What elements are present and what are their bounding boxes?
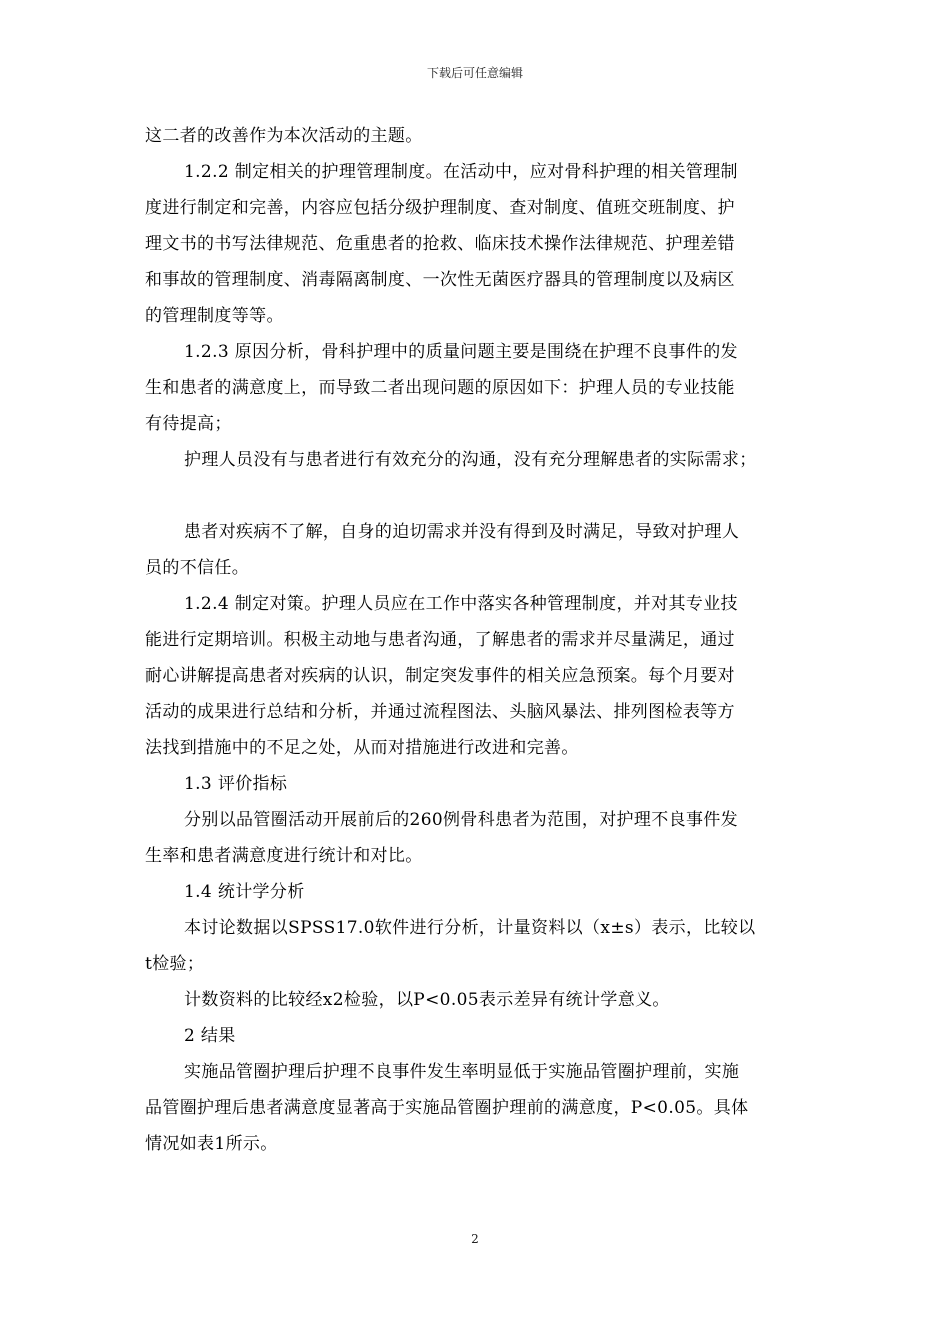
paragraph-gap [145, 478, 815, 514]
text-line: 法找到措施中的不足之处，从而对措施进行改进和完善。 [145, 738, 579, 758]
document-body [145, 118, 815, 1162]
text-line: 员的不信任。 [145, 558, 250, 578]
page-header: 下载后可任意编辑 [426, 66, 523, 80]
text-line: 实施品管圈护理后护理不良事件发生率明显低于实施品管圈护理前，实施 [184, 1062, 740, 1082]
text-line: 活动的成果进行总结和分析，并通过流程图法、头脑风暴法、排列图检表等方 [145, 702, 735, 722]
paragraph [145, 118, 815, 154]
paragraph [145, 514, 815, 586]
text-line: 情况如表1所示。 [145, 1134, 278, 1154]
text-line: 2 结果 [184, 1026, 236, 1046]
text-line: 和事故的管理制度、消毒隔离制度、一次性无菌医疗器具的管理制度以及病区 [145, 270, 735, 290]
text-line: 有待提高； [145, 414, 232, 434]
text-line: 品管圈护理后患者满意度显著高于实施品管圈护理前的满意度，P<0.05。具体 [145, 1098, 749, 1118]
paragraph [145, 1018, 815, 1054]
page-number: 2 [471, 1232, 479, 1246]
text-line: 度进行制定和完善，内容应包括分级护理制度、查对制度、值班交班制度、护 [145, 198, 735, 218]
text-line: 计数资料的比较经x2检验，以P<0.05表示差异有统计学意义。 [184, 990, 670, 1010]
paragraph [145, 586, 815, 766]
text-line: 1.4 统计学分析 [184, 882, 305, 902]
paragraph [145, 766, 815, 802]
paragraph [145, 334, 815, 442]
text-line: 本讨论数据以SPSS17.0软件进行分析，计量资料以（x±s）表示，比较以 [184, 918, 756, 938]
text-line: 生和患者的满意度上，而导致二者出现问题的原因如下：护理人员的专业技能 [145, 378, 735, 398]
paragraph [145, 1054, 815, 1162]
text-line: 理文书的书写法律规范、危重患者的抢救、临床技术操作法律规范、护理差错 [145, 234, 735, 254]
text-line: 1.2.2 制定相关的护理管理制度。在活动中，应对骨科护理的相关管理制 [184, 162, 738, 182]
paragraph [145, 874, 815, 910]
text-line: 1.3 评价指标 [184, 774, 288, 794]
text-line: t检验； [145, 954, 205, 974]
paragraph [145, 982, 815, 1018]
text-line: 这二者的改善作为本次活动的主题。 [145, 126, 423, 146]
text-line: 生率和患者满意度进行统计和对比。 [145, 846, 423, 866]
text-line: 耐心讲解提高患者对疾病的认识，制定突发事件的相关应急预案。每个月要对 [145, 666, 735, 686]
text-line: 的管理制度等等。 [145, 306, 284, 326]
text-line: 护理人员没有与患者进行有效充分的沟通，没有充分理解患者的实际需求； [184, 450, 757, 470]
text-line: 1.2.3 原因分析，骨科护理中的质量问题主要是围绕在护理不良事件的发 [184, 342, 738, 362]
paragraph [145, 442, 815, 478]
paragraph [145, 154, 815, 334]
paragraph [145, 910, 815, 982]
text-line: 1.2.4 制定对策。护理人员应在工作中落实各种管理制度，并对其专业技 [184, 594, 738, 614]
paragraph [145, 802, 815, 874]
text-line: 能进行定期培训。积极主动地与患者沟通，了解患者的需求并尽量满足，通过 [145, 630, 735, 650]
text-line: 分别以品管圈活动开展前后的260例骨科患者为范围，对护理不良事件发 [184, 810, 738, 830]
text-line: 患者对疾病不了解，自身的迫切需求并没有得到及时满足，导致对护理人 [184, 522, 740, 542]
